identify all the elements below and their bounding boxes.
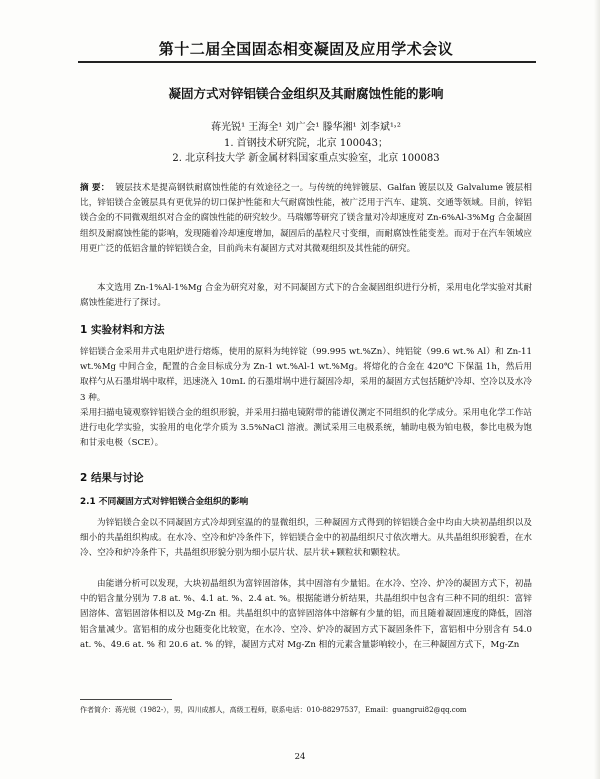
section-1-body (80, 345, 532, 451)
section-2-paragraph-2: 由能谱分析可以发现，大块初晶组织为富锌固溶体，其中固溶有少量铝。在水冷、空冷、炉冷的凝固方式下，初晶中的铝含量分别为 7.8 at. %、4.1 at. %、2.4 at. %。根据能谱分析结果，共晶组织中包含有三种不同的组织：富锌固溶体、富铝固溶体相以及 Mg-Zn 相。共晶组织中的富锌固溶体中溶解有少量的铝，而且随着凝固速度的降低，固溶铝含量减少。富铝相的成分也随变化比较宽，在水冷、空冷、炉冷的凝固方式下凝固条件下，富铝相中分别含有 54.0 at. %、49.6 at. % 和 20.6 at. % 的锌，凝固方式对 Mg-Zn 相的元素含量影响较小，在三种凝固方式下，Mg-Zn (80, 579, 532, 650)
subsection-2-1-heading: 2.1 不同凝固方式对锌铝镁合金组织的影响 (80, 497, 249, 507)
author-footnote: 作者简介：蒋光锐（1982-），男，四川成都人，高级工程师，联系电话：010-88297537，Email：guangrui82@qq.com (80, 706, 467, 714)
abstract-label: 摘 要： (80, 183, 110, 193)
section-2-paragraph-1: 为锌铝镁合金以不同凝固方式冷却到室温的的显微组织，三种凝固方式得到的锌铝镁合金中均由大块初晶组织以及细小的共晶组织构成。在水冷、空冷和炉冷条件下，锌铝镁合金中的初晶组织尺寸依次增大。从共晶组织形貌看，在水冷、空冷和炉冷条件下，共晶组织形貌分别为细小层片状、层片状+颗粒状和颗粒状。 (80, 518, 532, 559)
footnote-rule (80, 699, 172, 700)
header-rule (78, 61, 536, 63)
paper-title: 凝固方式对锌铝镁合金组织及其耐腐蚀性能的影响 (168, 86, 444, 101)
section-2-heading: 2 结果与讨论 (80, 472, 144, 484)
affiliation-1: 1. 首钢技术研究院，北京 100043； (223, 138, 389, 149)
section-1-heading: 1 实验材料和方法 (80, 324, 165, 336)
section-1-paragraph-1: 锌铝镁合金采用井式电阻炉进行熔炼，使用的原料为纯锌锭（99.995 wt.%Zn）、纯铝锭（99.6 wt.% Al）和 Zn-11 wt.%Mg 中间合金，配置的合金目标成分为 Zn-1 wt.%Al-1 wt.%Mg。将熔化的合金在 420℃ 下保温 1h，然后用取样勺从石墨坩埚中取样，迅速浇入 10mL 的石墨坩埚中进行凝固冷却，采用的凝固方式包括随炉冷却、空冷以及水冷 3 种。 (80, 347, 532, 403)
intro-paragraph: 本文选用 Zn-1%Al-1%Mg 合金为研究对象，对不同凝固方式下的合金凝固组织进行分析，采用电化学实验对其耐腐蚀性能进行了探讨。 (80, 283, 532, 309)
abstract-text: 镀层技术是提高钢铁耐腐蚀性能的有效途径之一。与传统的纯锌镀层、Galfan 镀层以及 Galvalume 镀层相比，锌铝镁合金镀层具有更优异的切口保护性能和大气耐腐蚀性能，被广泛用于汽车、建筑、交通等领域。目前，锌铝镁合金的不同微观组织对合金的腐蚀性能的研究较少。马瑞娜等研究了镁含量对冷却速度对 Zn-6%Al-3%Mg 合金凝固组织及耐腐蚀性能的影响，发现随着冷却速度增加，凝固后的晶粒尺寸变细，而耐腐蚀性能变差。而对于在汽车领域应用更广泛的低铝含量的锌铝镁合金，目前尚未有凝固方式对其微观组织及其性能的研究。 (80, 183, 532, 254)
affiliation-2: 2. 北京科技大学 新金属材料国家重点实验室，北京 100083 (172, 153, 440, 164)
scan-edge-shadow (594, 0, 600, 779)
author-list: 蒋光锐¹ 王海全¹ 刘广会¹ 滕华湘¹ 刘李斌¹˒² (211, 122, 401, 133)
page-number: 24 (294, 752, 306, 762)
abstract (80, 181, 532, 257)
running-header: 第十二届全国固态相变凝固及应用学术会议 (158, 40, 454, 58)
section-1-paragraph-2: 采用扫描电镜观察锌铝镁合金的组织形貌，并采用扫描电镜附带的能谱仪测定不同组织的化学成分。采用电化学工作站进行电化学实验，实验用的电化学介质为 3.5%NaCl 溶液。测试采用三电极系统，辅助电极为铂电极，参比电极为饱和甘汞电极（SCE）。 (80, 407, 532, 449)
